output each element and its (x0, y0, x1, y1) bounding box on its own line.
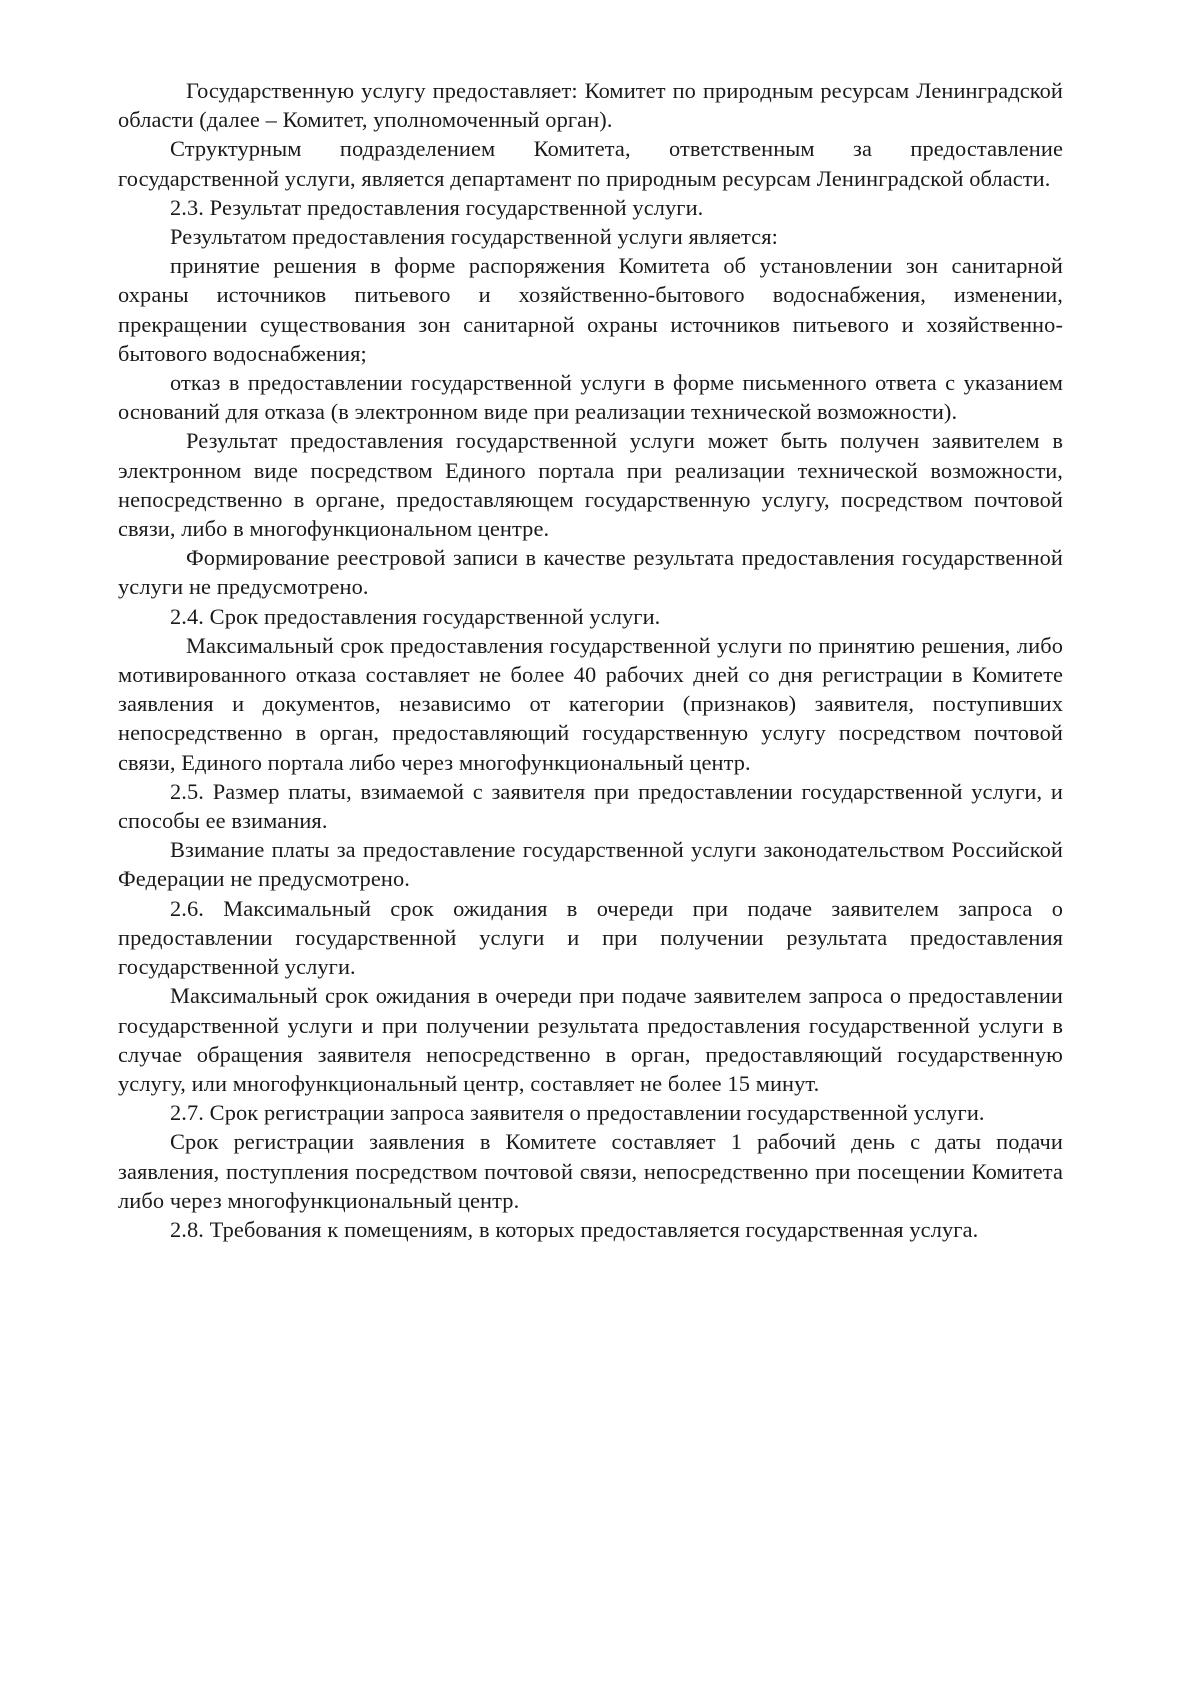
paragraph-registration-term: Срок регистрации заявления в Комитете составляет 1 рабочий день с даты подачи заявления, поступления посредством почтовой связи, непосредственно при посещении Комитета либо через многофункциональный центр. (118, 1129, 1063, 1213)
paragraph-result-decision: принятие решения в форме распоряжения Комитета об установлении зон санитарной охраны источников питьевого и хозяйственно-бытового водоснабжения, изменении, прекращении существования зон санитарной охраны источников питьевого и хозяйственно-бытового водоснабжения; (118, 253, 1063, 366)
paragraph-result-refusal: отказ в предоставлении государственной услуги в форме письменного ответа с указанием оснований для отказа (в электронном виде при реализации технической возможности). (118, 370, 1063, 425)
section-heading-2-8: 2.8. Требования к помещениям, в которых предоставляется государственная услуга. (170, 1216, 979, 1242)
paragraph-max-term: Максимальный срок предоставления государственной услуги по принятию решения, либо мотивированного отказа составляет не более 40 рабочих дней со дня регистрации в Комитете заявления и документов, независимо от категории (признаков) заявителя, поступивших непосредственно в орган, предоставляющий государственную услугу посредством почтовой связи, Единого портала либо через многофункциональный центр. (118, 632, 1063, 775)
paragraph-registry-record: Формирование реестровой записи в качестве результата предоставления государственной услуги не предусмотрено. (118, 545, 1063, 600)
paragraph-provider: Государственную услугу предоставляет: Комитет по природным ресурсам Ленинградской области (далее – Комитет, уполномоченный орган). (118, 78, 1063, 133)
paragraph-fee: Взимание платы за предоставление государственной услуги законодательством Российской Федерации не предусмотрено. (118, 837, 1063, 892)
paragraph-result-delivery: Результат предоставления государственной услуги может быть получен заявителем в электронном виде посредством Единого портала при реализации технической возможности, непосредственно в органе, предоставляющем государственную услугу, посредством почтовой связи, либо в многофункциональном центре. (118, 428, 1063, 542)
paragraph-result-intro: Результатом предоставления государственной услуги является: (170, 224, 778, 250)
section-heading-2-7: 2.7. Срок регистрации запроса заявителя о предоставлении государственной услуги. (170, 1100, 985, 1126)
section-heading-2-3: 2.3. Результат предоставления государственной услуги. (170, 194, 704, 220)
section-heading-2-4: 2.4. Срок предоставления государственной услуги. (170, 603, 661, 629)
section-heading-2-5: 2.5. Размер платы, взимаемой с заявителя при предоставлении государственной услуги, и способы ее взимания. (118, 778, 1063, 834)
document-page (118, 76, 1063, 1244)
section-heading-2-6: 2.6. Максимальный срок ожидания в очереди при подаче заявителем запроса о предоставлении государственной услуги и при получении результата предоставления государственной услуги. (118, 895, 1063, 980)
paragraph-queue-time: Максимальный срок ожидания в очереди при подаче заявителем запроса о предоставлении государственной услуги и при получении результата предоставления государственной услуги в случае обращения заявителя непосредственно в орган, предоставляющий государственную услугу, или многофункциональный центр, составляет не более 15 минут. (118, 983, 1063, 1096)
paragraph-department: Структурным подразделением Комитета, ответственным за предоставление государственной услуги, является департамент по природным ресурсам Ленинградской области. (118, 136, 1063, 191)
